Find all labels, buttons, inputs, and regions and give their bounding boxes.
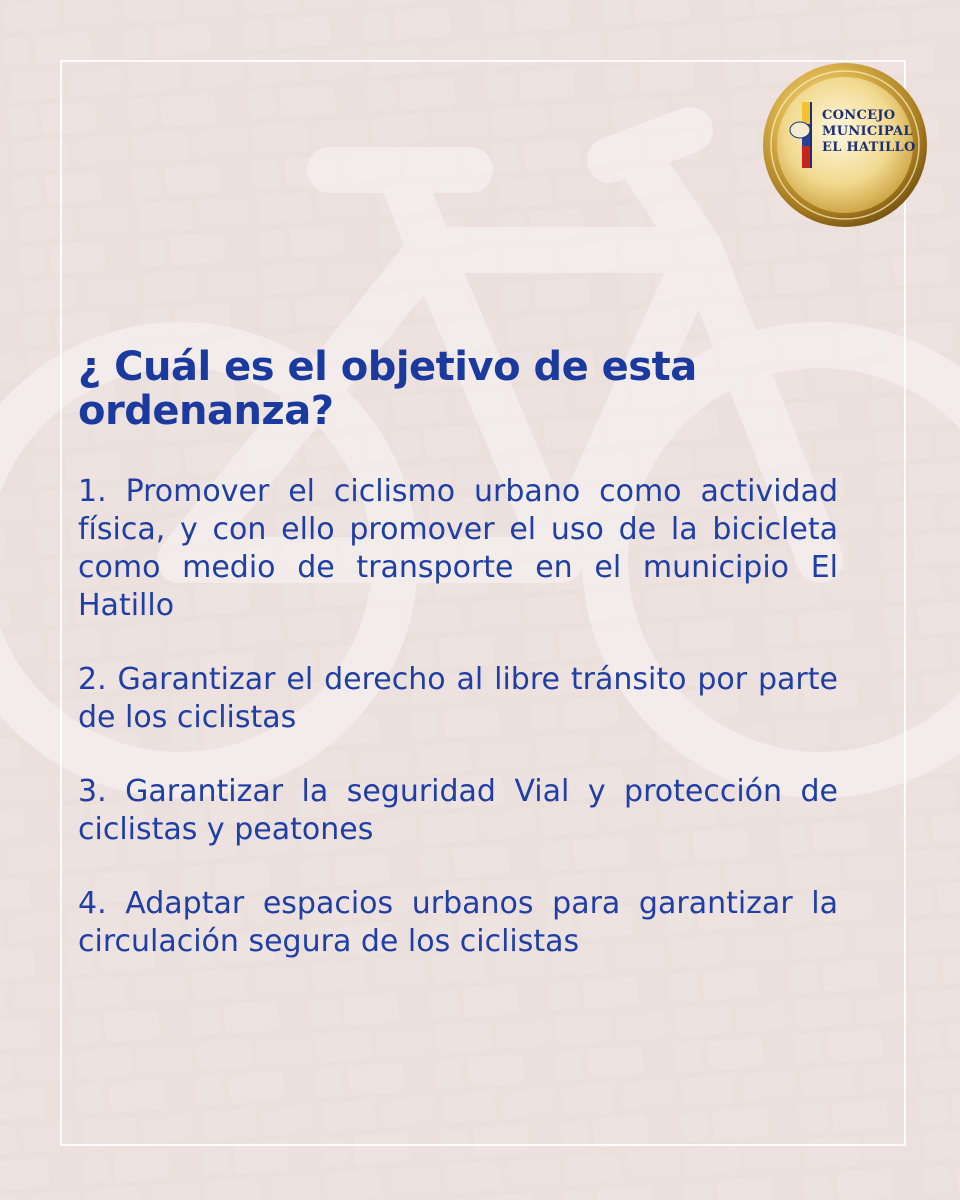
objective-text: Adaptar espacios urbanos para garantizar la circulación segura de los ciclistas	[78, 886, 838, 959]
page-title: ¿ Cuál es el objetivo de esta ordenanza?	[78, 344, 697, 434]
objective-item-1	[78, 473, 838, 625]
objective-number: 4.	[78, 886, 107, 921]
objective-text: Garantizar el derecho al libre tránsito por parte de los ciclistas	[78, 662, 838, 735]
seal-line-1: CONCEJO	[822, 108, 896, 123]
seal-text	[822, 108, 916, 156]
objective-item-4	[78, 885, 838, 961]
objective-number: 3.	[78, 774, 107, 809]
objective-text: Garantizar la seguridad Vial y protección de ciclistas y peatones	[78, 774, 839, 847]
objectives-list	[78, 473, 838, 997]
objective-text: Promover el ciclismo urbano como actividad física, y con ello promover el uso de la bicicleta como medio de transporte en el municipio El Hatillo	[78, 474, 838, 623]
objective-number: 2.	[78, 662, 107, 697]
seal-line-3: EL HATILLO	[822, 140, 916, 155]
objective-number: 1.	[78, 474, 107, 509]
objective-item-3	[78, 773, 838, 849]
objective-item-2	[78, 661, 838, 737]
seal-line-2: MUNICIPAL	[822, 124, 913, 139]
